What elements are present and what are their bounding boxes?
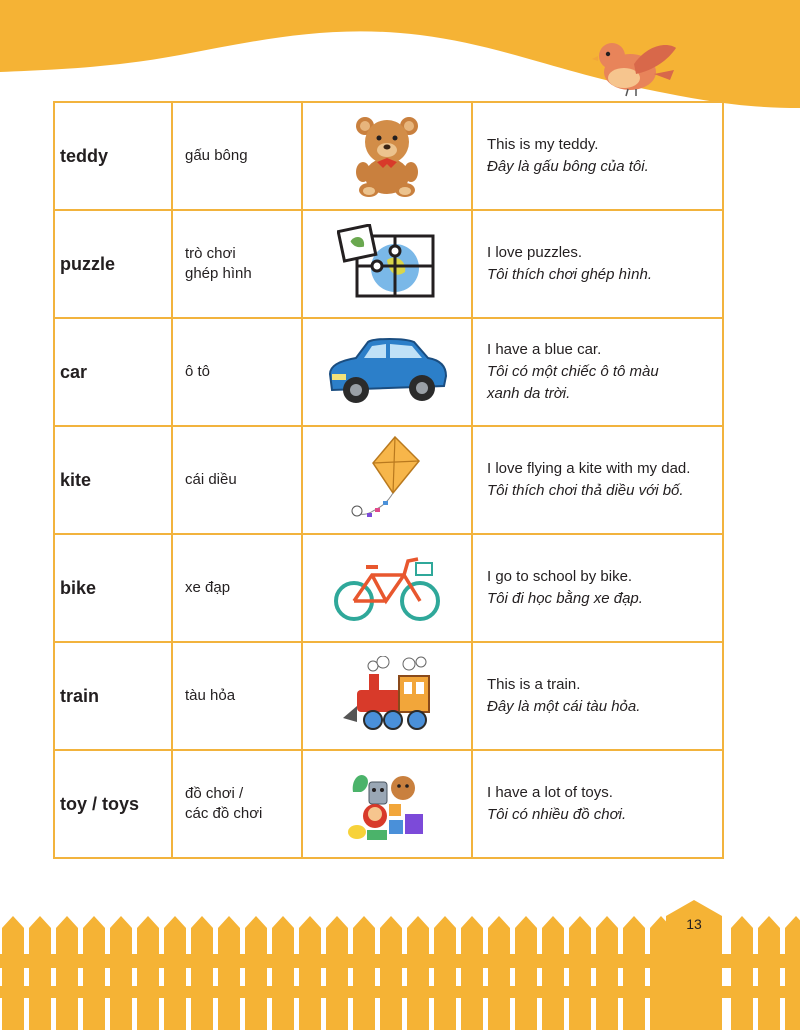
picture-cell: [302, 210, 472, 318]
vocabulary-table: [53, 101, 724, 859]
word-cell: kite: [54, 426, 172, 534]
word-cell: train: [54, 642, 172, 750]
fence-picket: [299, 916, 321, 1030]
fence-picket: [29, 916, 51, 1030]
table-row: [54, 642, 723, 750]
fence-picket: [461, 916, 483, 1030]
puzzle-icon: [337, 224, 437, 304]
fence-picket: [380, 916, 402, 1030]
car-icon: [324, 334, 450, 410]
fence-picket: [83, 916, 105, 1030]
fence-picket: [245, 916, 267, 1030]
picture-cell: [302, 318, 472, 426]
bird-icon: [590, 34, 680, 98]
table-row: [54, 318, 723, 426]
word-cell: bike: [54, 534, 172, 642]
fence-picket: [56, 916, 78, 1030]
word-cell: car: [54, 318, 172, 426]
fence-picket: [623, 916, 645, 1030]
table-row: [54, 426, 723, 534]
fence-picket: [569, 916, 591, 1030]
fence-picket: [542, 916, 564, 1030]
translation-cell: gấu bông: [172, 102, 302, 210]
fence-picket: [110, 916, 132, 1030]
top-wave-banner: [0, 0, 800, 110]
translation-cell: cái diều: [172, 426, 302, 534]
picture-cell: [302, 102, 472, 210]
fence-picket: [326, 916, 348, 1030]
translation-cell: tàu hỏa: [172, 642, 302, 750]
teddy-bear-icon: [347, 114, 427, 198]
table-row: [54, 102, 723, 210]
fence-picket: [731, 916, 753, 1030]
fence-picket: [272, 916, 294, 1030]
fence-picket: [2, 916, 24, 1030]
fence-picket: [137, 916, 159, 1030]
page-number: 13: [686, 916, 702, 932]
word-cell: teddy: [54, 102, 172, 210]
bike-icon: [332, 553, 442, 623]
example-cell: This is my teddy. Đây là gấu bông của tôi.: [472, 102, 723, 210]
toys-icon: [345, 762, 429, 846]
picture-cell: [302, 534, 472, 642]
example-cell: I go to school by bike. Tôi đi học bằng xe đạp.: [472, 534, 723, 642]
fence-picket: [785, 916, 800, 1030]
kite-icon: [347, 435, 427, 525]
fence-picket: [434, 916, 456, 1030]
word-cell: toy / toys: [54, 750, 172, 858]
translation-cell: trò chơi ghép hình: [172, 210, 302, 318]
example-cell: I have a blue car. Tôi có một chiếc ô tô màu xanh da trời.: [472, 318, 723, 426]
table-row: [54, 210, 723, 318]
fence-picket: [191, 916, 213, 1030]
translation-cell: đồ chơi / các đồ chơi: [172, 750, 302, 858]
fence-picket: [407, 916, 429, 1030]
fence-picket: [353, 916, 375, 1030]
fence-picket: [758, 916, 780, 1030]
fence-picket: [596, 916, 618, 1030]
fence-picket: [218, 916, 240, 1030]
translation-cell: xe đạp: [172, 534, 302, 642]
picture-cell: [302, 642, 472, 750]
table-row: [54, 750, 723, 858]
example-cell: I love flying a kite with my dad. Tôi thích chơi thả diều với bố.: [472, 426, 723, 534]
fence-picket: [164, 916, 186, 1030]
example-cell: This is a train. Đây là một cái tàu hỏa.: [472, 642, 723, 750]
example-cell: I love puzzles. Tôi thích chơi ghép hình.: [472, 210, 723, 318]
table-row: [54, 534, 723, 642]
picture-cell: [302, 426, 472, 534]
example-cell: I have a lot of toys. Tôi có nhiều đồ chơi.: [472, 750, 723, 858]
fence-picket: [488, 916, 510, 1030]
translation-cell: ô tô: [172, 318, 302, 426]
train-icon: [339, 656, 435, 736]
word-cell: puzzle: [54, 210, 172, 318]
fence-picket: [515, 916, 537, 1030]
picture-cell: [302, 750, 472, 858]
